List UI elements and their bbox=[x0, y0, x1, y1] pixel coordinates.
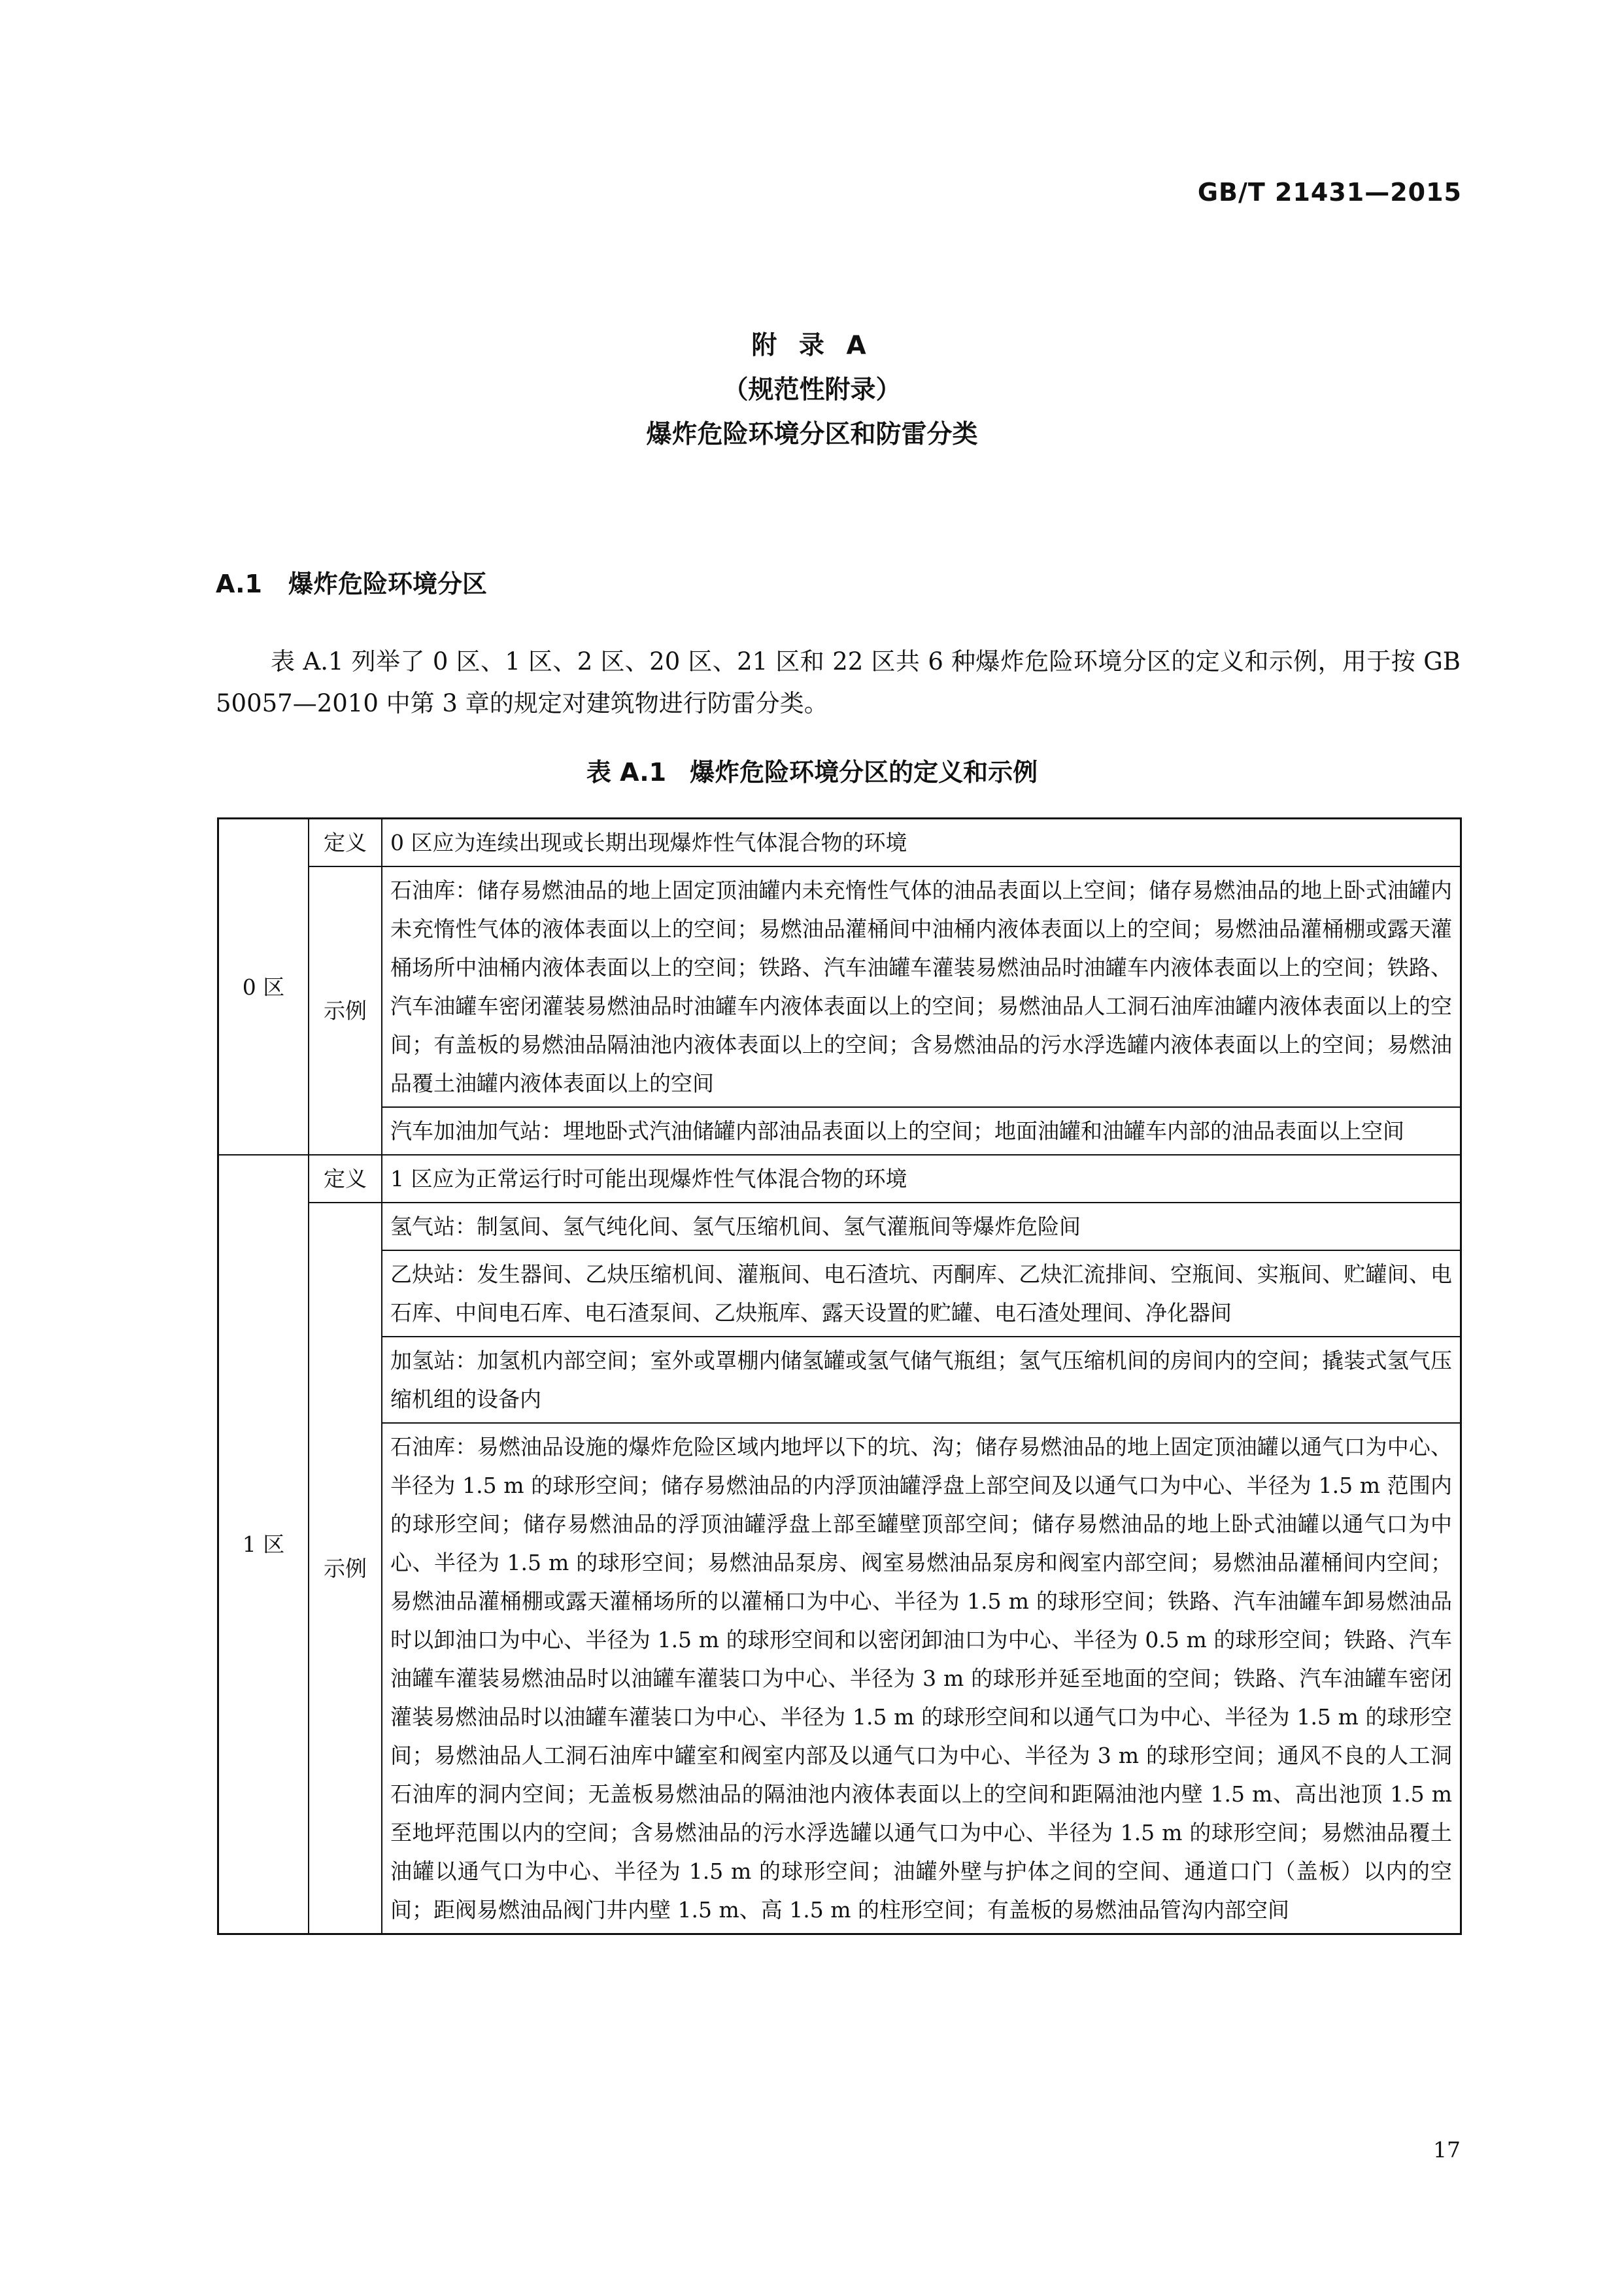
zone-label: 1 区 bbox=[218, 1155, 309, 1934]
table-row bbox=[218, 1155, 1461, 1203]
annex-subtitle: 爆炸危险环境分区和防雷分类 bbox=[646, 420, 978, 449]
example-text: 石油库：易燃油品设施的爆炸危险区域内地坪以下的坑、沟；储存易燃油品的地上固定顶油罐以通气口为中心、半径为 1.5 m 的球形空间；储存易燃油品的内浮顶油罐浮盘上部空间及以通气口为中心、半径为 1.5 m 范围内的球形空间；储存易燃油品的浮顶油罐浮盘上部至罐壁顶部空间；储存易燃油品的地上卧式油罐以通气口为中心、半径为 1.5 m 的球形空间；易燃油品泵房、阀室易燃油品泵房和阀室内部空间；易燃油品灌桶间内空间；易燃油品灌桶棚或露天灌桶场所的以灌桶口为中心、半径为 1.5 m 的球形空间；铁路、汽车油罐车卸易燃油品时以卸油口为中心、半径为 1.5 m 的球形空间和以密闭卸油口为中心、半径为 0.5 m 的球形空间；铁路、汽车油罐车灌装易燃油品时以油罐车灌装口为中心、半径为 3 m 的球形并延至地面的空间；铁路、汽车油罐车密闭灌装易燃油品时以油罐车灌装口为中心、半径为 1.5 m 的球形空间和以通气口为中心、半径为 1.5 m 的球形空间；易燃油品人工洞石油库中罐室和阀室内部及以通气口为中心、半径为 3 m 的球形空间；通风不良的人工洞石油库的洞内空间；无盖板易燃油品的隔油池内液体表面以上的空间和距隔油池内壁 1.5 m、高出池顶 1.5 m 至地坪范围以内的空间；含易燃油品的污水浮选罐以通气口为中心、半径为 1.5 m 的球形空间；易燃油品覆土油罐以通气口为中心、半径为 1.5 m 的球形空间；油罐外壁与护体之间的空间、通道口门（盖板）以内的空间；距阀易燃油品阀门井内壁 1.5 m、高 1.5 m 的柱形空间；有盖板的易燃油品管沟内部空间 bbox=[382, 1423, 1461, 1934]
section-heading bbox=[216, 564, 487, 600]
intro-paragraph: 表 A.1 列举了 0 区、1 区、2 区、20 区、21 区和 22 区共 6 种爆炸危险环境分区的定义和示例，用于按 GB 50057—2010 中第 3 章的规定对建筑物进行防雷分类。 bbox=[216, 647, 1461, 717]
table-row bbox=[218, 1107, 1461, 1155]
annex-type: （规范性附录） bbox=[722, 375, 902, 405]
table-row bbox=[218, 1337, 1461, 1423]
table-row bbox=[218, 866, 1461, 1107]
definition-label: 定义 bbox=[309, 819, 382, 867]
section-number: A.1 bbox=[216, 570, 262, 598]
table-row bbox=[218, 1250, 1461, 1337]
table-row bbox=[218, 819, 1461, 867]
definition-label: 定义 bbox=[309, 1155, 382, 1203]
section-title: 爆炸危险环境分区 bbox=[288, 570, 488, 598]
annex-heading bbox=[0, 324, 1624, 457]
zone-table bbox=[217, 817, 1462, 1935]
table-row bbox=[218, 1423, 1461, 1934]
example-text: 加氢站：加氢机内部空间；室外或罩棚内储氢罐或氢气储气瓶组；氢气压缩机间的房间内的空间；撬装式氢气压缩机组的设备内 bbox=[382, 1337, 1461, 1423]
table-title: 爆炸危险环境分区的定义和示例 bbox=[690, 758, 1038, 787]
definition-text: 1 区应为正常运行时可能出现爆炸性气体混合物的环境 bbox=[382, 1155, 1461, 1203]
annex-title: 附 录 A bbox=[751, 331, 873, 360]
table-caption bbox=[0, 752, 1624, 788]
definition-text: 0 区应为连续出现或长期出现爆炸性气体混合物的环境 bbox=[382, 819, 1461, 867]
example-text: 石油库：储存易燃油品的地上固定顶油罐内未充惰性气体的油品表面以上空间；储存易燃油品的地上卧式油罐内未充惰性气体的液体表面以上的空间；易燃油品灌桶间中油桶内液体表面以上的空间；易燃油品灌桶棚或露天灌桶场所中油桶内液体表面以上的空间；铁路、汽车油罐车灌装易燃油品时油罐车内液体表面以上的空间；铁路、汽车油罐车密闭灌装易燃油品时油罐车内液体表面以上的空间；易燃油品人工洞石油库油罐内液体表面以上的空间；有盖板的易燃油品隔油池内液体表面以上的空间；含易燃油品的污水浮选罐内液体表面以上的空间；易燃油品覆土油罐内液体表面以上的空间 bbox=[382, 866, 1461, 1107]
table-number: 表 A.1 bbox=[586, 758, 667, 787]
example-label: 示例 bbox=[309, 1203, 382, 1934]
example-label: 示例 bbox=[309, 866, 382, 1155]
example-text: 汽车加油加气站：埋地卧式汽油储罐内部油品表面以上的空间；地面油罐和油罐车内部的油品表面以上空间 bbox=[382, 1107, 1461, 1155]
table-row bbox=[218, 1203, 1461, 1250]
zone-label: 0 区 bbox=[218, 819, 309, 1156]
example-text: 乙炔站：发生器间、乙炔压缩机间、灌瓶间、电石渣坑、丙酮库、乙炔汇流排间、空瓶间、实瓶间、贮罐间、电石库、中间电石库、电石渣泵间、乙炔瓶库、露天设置的贮罐、电石渣处理间、净化器间 bbox=[382, 1250, 1461, 1337]
example-text: 氢气站：制氢间、氢气纯化间、氢气压缩机间、氢气灌瓶间等爆炸危险间 bbox=[382, 1203, 1461, 1250]
page-number: 17 bbox=[1433, 2137, 1461, 2163]
standard-code: GB/T 21431—2015 bbox=[1197, 178, 1462, 207]
